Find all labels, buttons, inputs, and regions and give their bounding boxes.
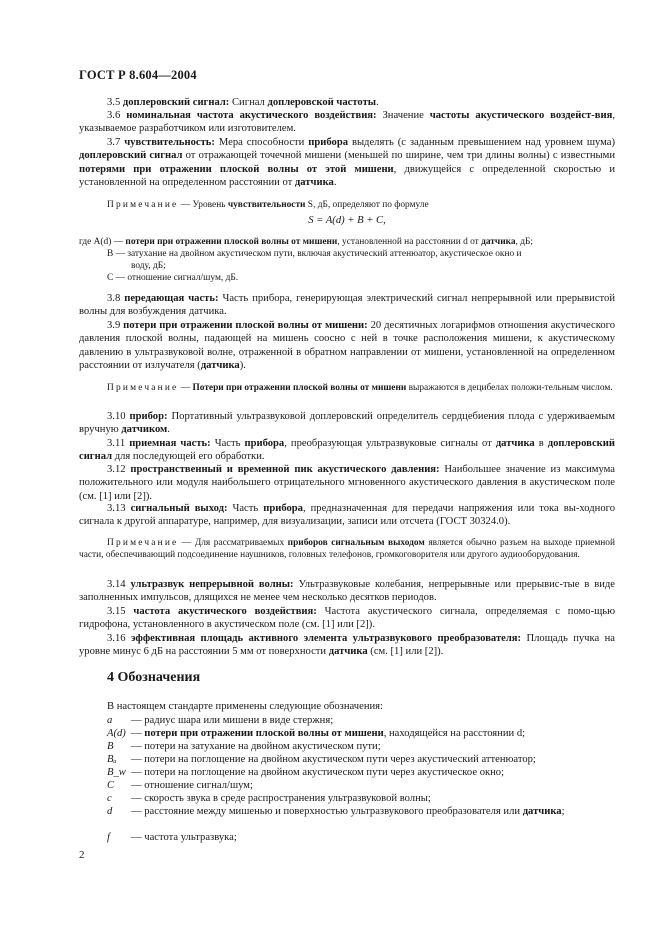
clause-3-16: 3.16 эффективная площадь активного элемента ультразвукового преобразователя: Площадь пучка на уровне минус 6 дБ на расстоянии 5 мм от поверхности датчика (см. [1] или [2]). <box>79 633 615 658</box>
symbol-row: B — потери на затухание на двойном акустическом пути; <box>107 741 381 752</box>
where-line-4: C — отношение сигнал/шум, дБ. <box>107 273 239 283</box>
symbol-row: B_w — потери на поглощение на двойном акустическом пути через акустическое окно; <box>107 767 505 778</box>
clause-3-9: 3.9 потери при отражении плоской волны от мишени: 20 десятичных логарифмов отношения акустического давления плоской волны, падающей на мишень соосно с ней в точке расположения мишени, к акустическому давлению в ультразвуковой волне, отраженной в обратном направлении от мишени, установленной на определенном расстоянии от излучателя (датчика). <box>79 320 615 372</box>
clause-3-6: 3.6 номинальная частота акустического воздействия: Значение частоты акустического воздейст-вия, указываемое разработчиком или изготовителем. <box>79 110 615 135</box>
clause-3-10: 3.10 прибор: Портативный ультразвуковой доплеровский определитель сердцебиения плода с удерживаемым вручную датчиком. <box>79 411 615 436</box>
clause-3-15: 3.15 частота акустического воздействия: Частота акустического сигнала, определяемая с помо-щью гидрофона, установленного в акустическом поле (см. [1] или [2]). <box>79 606 616 631</box>
where-line-2: B — затухание на двойном акустическом пути, включая акустический аттенюатор, акустическое окно и <box>107 249 522 259</box>
where-line-3: воду, дБ; <box>131 261 166 271</box>
clause-3-11: 3.11 приемная часть: Часть прибора, преобразующая ультразвуковые сигналы от датчика в доплеровский сигнал для последующей его обработки. <box>79 438 615 463</box>
symbol-row: d — расстояние между мишенью и поверхностью ультразвукового преобразователя или датчика; <box>107 806 565 817</box>
clause-3-12: 3.12 пространственный и временной пик акустического давления: Наибольшее значение из максимума положительного или модуля наибольшего отрицательного мгновенного акустического давления в акустическом поле (см. [1] или [2]). <box>79 464 615 502</box>
clause-3-13: 3.13 сигнальный выход: Часть прибора, предназначенная для передачи напряжения или тока вы-ходного сигнала к другой аппаратуре, например, для визуализации, записи или отсчета (ГОСТ 30324.0). <box>79 503 616 528</box>
section-title: 4 Обозначения <box>107 670 201 685</box>
where-line-1: где A(d) — потери при отражении плоской волны от мишени, установленной на расстоянии d от датчика, дБ; <box>79 237 533 247</box>
note-sensitivity: Примечание — Уровень чувствительности S, дБ, определяют по формуле <box>107 200 429 210</box>
page-number: 2 <box>79 849 85 861</box>
symbol-row: C — отношение сигнал/шум; <box>107 780 253 791</box>
document-header: ГОСТ Р 8.604—2004 <box>79 68 197 82</box>
section-intro: В настоящем стандарте применены следующие обозначения: <box>107 701 383 712</box>
symbol-row: a — радиус шара или мишени в виде стержня; <box>107 715 334 726</box>
clause-3-7: 3.7 чувствительность: Мера способности прибора выделять (с заданным превышением над уровнем шума) доплеровский сигнал от отражающей точечной мишени (меньшей по ширине, чем три длины волны) с известными потерями при отражении плоской волны от этой мишени, движущейся с определенной скоростью и установленной на определенном расстоянии от датчика. <box>79 137 616 189</box>
symbol-row: c — скорость звука в среде распространения ультразвуковой волны; <box>107 793 431 804</box>
note-loss: Примечание — Потери при отражении плоской волны от мишени выражаются в децибелах положи-тельным числом. <box>107 383 613 393</box>
symbol-row: A(d) — потери при отражении плоской волны от мишени, находящейся на расстоянии d; <box>107 728 526 739</box>
symbol-row: Bₐ — потери на поглощение на двойном акустическом пути через акустический аттенюатор; <box>107 754 536 765</box>
symbol-row: f — частота ультразвука; <box>107 832 237 843</box>
clause-3-14: 3.14 ультразвук непрерывной волны: Ультразвуковые колебания, непрерывные или прерывис-тые в виде заполненных импульсов, длящихся не менее чем несколько десятков периодов. <box>79 579 616 604</box>
note-signal-output: Примечание — Для рассматриваемых приборов сигнальным выходом является обычно разъем на выходе приемной части, обеспечивающий подсоединение наушников, головных телефонов, громкоговорителя или другого аудиооборудования. <box>79 538 616 560</box>
formula: S = A(d) + B + C, <box>308 215 386 226</box>
clause-3-5: 3.5 доплеровский сигнал: Сигнал доплеровской частоты. <box>107 97 379 108</box>
clause-3-8: 3.8 передающая часть: Часть прибора, генерирующая электрический сигнал непрерывной или прерывистой волны для возбуждения датчика. <box>79 293 615 318</box>
